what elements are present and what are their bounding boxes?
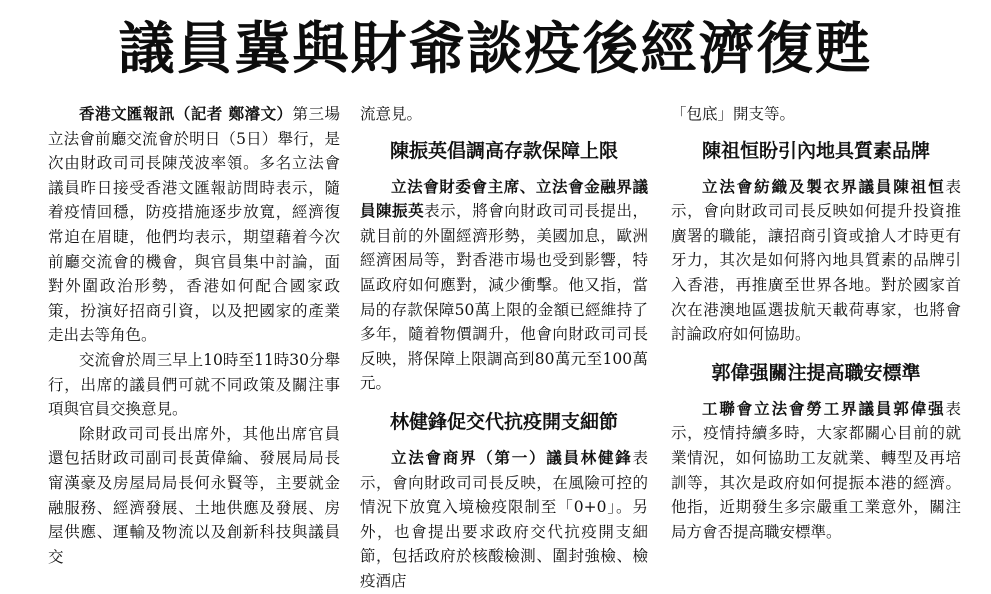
- subheading: 陳振英倡調高存款保障上限: [389, 139, 618, 162]
- lead-name: 工聯會立法會勞工界議員郭偉强: [702, 399, 946, 418]
- paragraph: [360, 446, 648, 594]
- paragraph-text: 表示，會向財政司司長反映如何提升投資推廣署的職能，讓招商引資或搶人才時更有牙力，其次是如何將內地具質素的品牌引入香港，再推廣至世界各地。對於國家首次在港澳地區選拔航天載荷專家，也將會討論政府如何協助。: [671, 177, 961, 344]
- paragraph: [671, 397, 961, 545]
- paragraph-continuation: 流意見。: [360, 105, 423, 123]
- paragraph: [48, 102, 340, 348]
- lead-name: 立法會紡織及製衣界議員陳祖恒: [702, 177, 946, 196]
- lead-name: 立法會商界（第一）議員林健鋒: [391, 448, 633, 467]
- paragraph-text: 表示，將會向財政司司長提出，就目前的外圍經濟形勢，美國加息，歐洲經濟困局等，對香港市場也受到影響，特區政府如何應對，減少衝擊。他又指，當局的存款保障50萬上限的金額已經維持了多年，隨着物價調升，他會向財政司司長反映，將保障上限調高到80萬元至100萬元。: [360, 202, 648, 393]
- paragraph-text: 表示，會向財政司司長反映，在風險可控的情況下放寬入境檢疫限制至「0+0」。另外，也會提出要求政府交代抗疫開支細節，包括政府於核酸檢測、圍封強檢、檢疫酒店: [360, 448, 648, 590]
- subheading: 林健鋒促交代抗疫開支細節: [389, 410, 618, 433]
- paragraph: [360, 175, 648, 396]
- paragraph: 交流會於周三早上10時至11時30分舉行，出席的議員們可就不同政策及關注事項與官員交換意見。: [48, 350, 340, 419]
- byline: 香港文匯報訊（記者 鄭濬文）: [79, 105, 293, 123]
- paragraph-continuation: 「包底」開支等。: [671, 105, 796, 123]
- article-column-1: [48, 102, 340, 569]
- paragraph: 除財政司司長出席外，其他出席官員還包括財政司副司長黃偉綸、發展局局長甯漢豪及房屋局局長何永賢等，主要就金融服務、經濟發展、土地供應及發展、房屋供應、運輸及物流以及創新科技與議員交: [48, 424, 340, 566]
- headline: 議員冀與財爺談疫後經濟復甦: [118, 17, 873, 82]
- subheading: 郭偉强關注提高職安標準: [711, 361, 921, 384]
- paragraph-text: 表示，疫情持續多時，大家都關心目前的就業情況，如何協助工友就業、轉型及再培訓等，其次是政府如何提振本港的經濟。他指，近期發生多宗嚴重工業意外，關注局方會否提高職安標準。: [671, 399, 961, 541]
- article-column-2: [360, 102, 648, 594]
- paragraph-text: 第三場立法會前廳交流會於明日（5日）舉行，是次由財政司司長陳茂波率領。多名立法會議員昨日接受香港文匯報訪問時表示，隨着疫情回穩，防疫措施逐步放寬，經濟復常迫在眉睫，他們均表示，期望藉着今次前廳交流會的機會，與官員集中討論，面對外圍政治形勢，香港如何配合國家政策，扮演好招商引資，以及把國家的產業走出去等角色。: [48, 105, 340, 345]
- article-column-3: [671, 102, 961, 544]
- lead-name: 立法會財委會主席、立法會金融界議員陳振英: [360, 177, 648, 221]
- paragraph: [671, 175, 961, 347]
- subheading: 陳祖恒盼引內地具質素品牌: [701, 139, 930, 162]
